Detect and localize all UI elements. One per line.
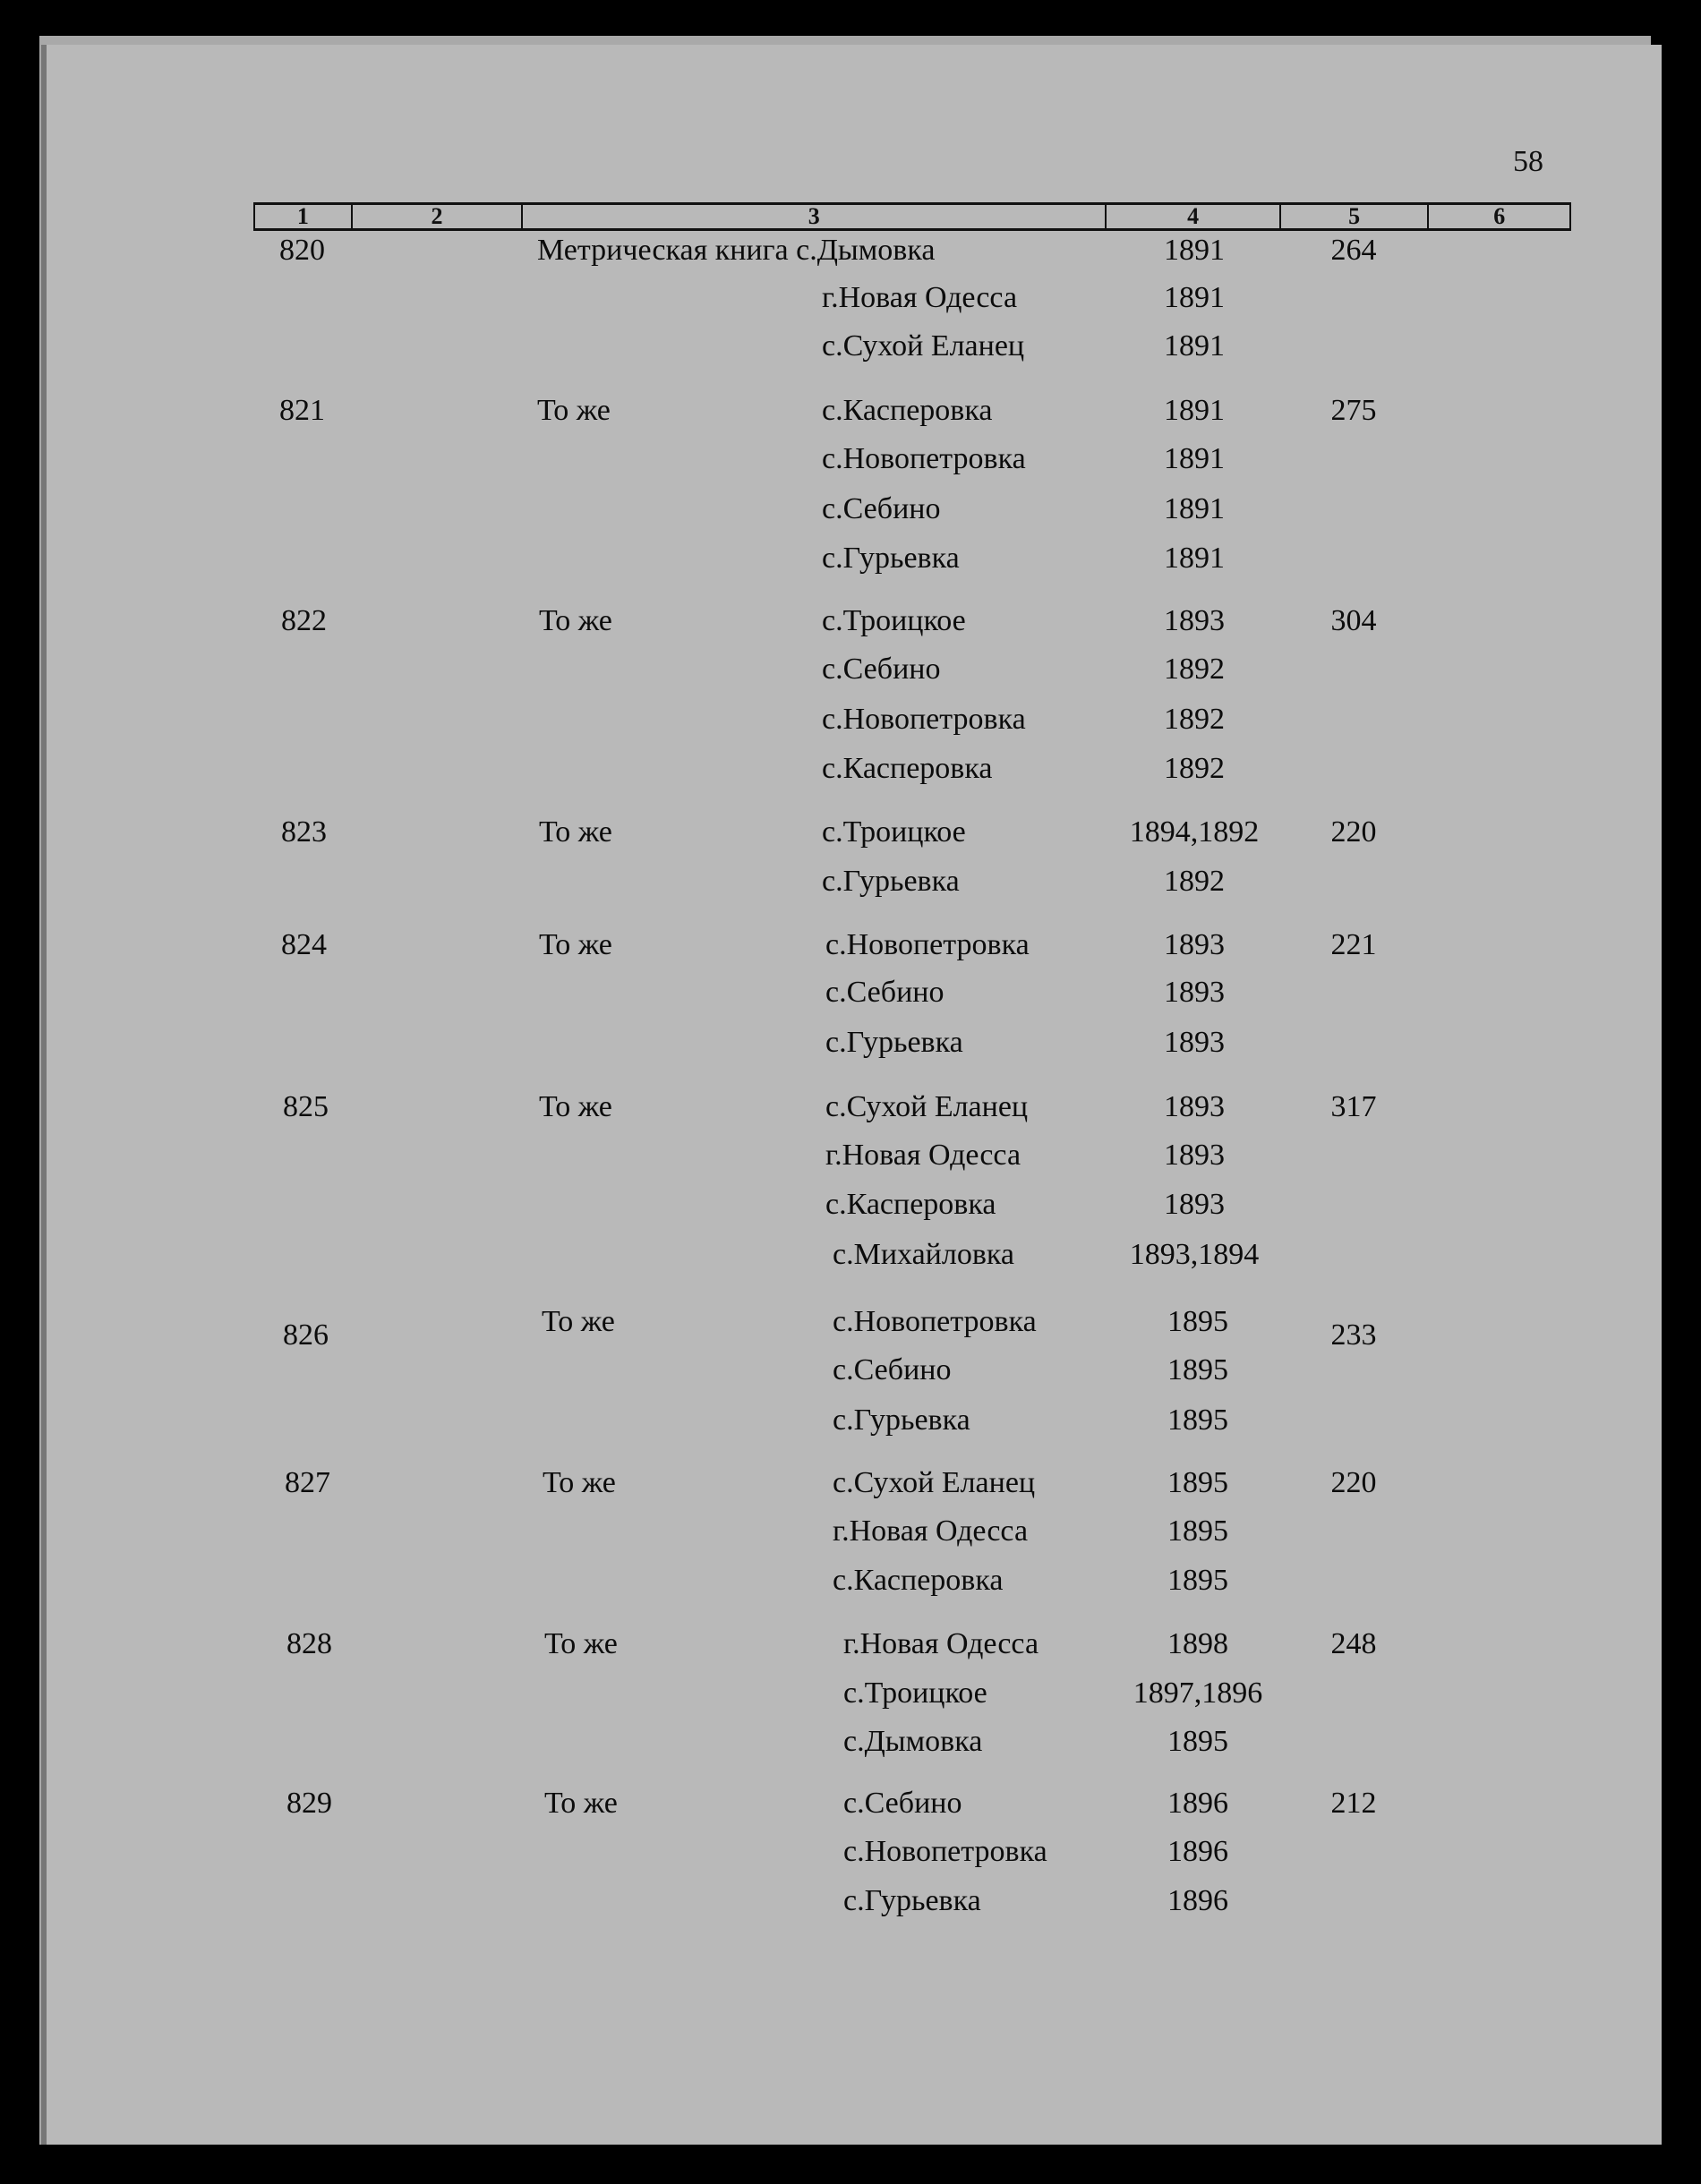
record-year: 1894,1892 [1129,815,1260,849]
record-year: 1891 [1164,442,1225,475]
place-name: с.Сухой Еланец [822,329,1025,363]
record-year: 1892 [1164,703,1225,736]
record-description: То же [537,394,611,427]
place-name: с.Себино [822,492,941,525]
record-year: 1891 [1164,394,1225,427]
record-sheet-count: 304 [1330,604,1377,637]
header-col-1: 1 [255,205,353,228]
record-year: 1893 [1164,1090,1225,1123]
place-name: с.Сухой Еланец [833,1466,1036,1499]
table-header [253,202,1571,231]
record-description: То же [539,1090,612,1123]
place-name: с.Троицкое [822,815,966,849]
record-year: 1896 [1167,1884,1228,1917]
record-sheet-count: 264 [1330,234,1377,267]
record-year: 1893 [1164,604,1225,637]
record-year: 1892 [1164,653,1225,686]
record-year: 1896 [1167,1787,1228,1820]
record-description: Метрическая книга с.Дымовка [537,234,936,267]
record-year: 1893 [1164,1139,1225,1172]
record-year: 1897,1896 [1133,1676,1263,1710]
record-year: 1891 [1164,281,1225,314]
record-year: 1891 [1164,542,1225,575]
record-description: То же [543,1466,616,1499]
record-number: 828 [286,1627,332,1660]
record-number: 826 [283,1318,329,1352]
record-description: То же [544,1627,618,1660]
record-year: 1893 [1164,928,1225,961]
record-number: 825 [283,1090,329,1123]
record-number: 829 [286,1787,332,1820]
place-name: г.Новая Одесса [843,1627,1039,1660]
record-number: 823 [281,815,327,849]
record-year: 1895 [1167,1353,1228,1386]
place-name: с.Новопетровка [822,703,1026,736]
record-year: 1895 [1167,1564,1228,1597]
header-col-4: 4 [1107,205,1280,228]
place-name: с.Гурьевка [843,1884,981,1917]
place-name: с.Гурьевка [833,1403,970,1437]
record-description: То же [539,815,612,849]
place-name: с.Новопетровка [833,1305,1037,1338]
record-number: 821 [279,394,325,427]
record-year: 1895 [1167,1725,1228,1758]
record-year: 1893 [1164,1188,1225,1221]
record-description: То же [539,928,612,961]
place-name: с.Касперовка [822,394,993,427]
place-name: с.Сухой Еланец [825,1090,1029,1123]
record-description: То же [542,1305,615,1338]
record-number: 827 [285,1466,330,1499]
record-description: То же [544,1787,618,1820]
place-name: с.Троицкое [822,604,966,637]
place-name: с.Новопетровка [825,928,1030,961]
header-col-5: 5 [1281,205,1430,228]
place-name: с.Дымовка [843,1725,983,1758]
record-number: 822 [281,604,327,637]
header-col-2: 2 [353,205,523,228]
place-name: с.Касперовка [833,1564,1004,1597]
record-sheet-count: 220 [1330,1466,1377,1499]
record-year: 1898 [1167,1627,1228,1660]
header-col-3: 3 [523,205,1107,228]
record-year: 1895 [1167,1514,1228,1548]
record-number: 820 [279,234,325,267]
record-sheet-count: 233 [1330,1318,1377,1352]
record-sheet-count: 317 [1330,1090,1377,1123]
page-number: 58 [1513,145,1543,178]
header-col-6: 6 [1493,203,1506,229]
place-name: с.Себино [833,1353,952,1386]
place-name: г.Новая Одесса [822,281,1018,314]
place-name: с.Новопетровка [822,442,1026,475]
place-name: с.Себино [822,653,941,686]
place-name: с.Гурьевка [825,1026,963,1059]
record-year: 1893 [1164,976,1225,1009]
record-sheet-count: 275 [1330,394,1377,427]
record-year: 1896 [1167,1835,1228,1868]
record-year: 1895 [1167,1305,1228,1338]
record-year: 1891 [1164,492,1225,525]
place-name: с.Михайловка [833,1238,1014,1271]
record-year: 1892 [1164,752,1225,785]
record-sheet-count: 220 [1330,815,1377,849]
place-name: с.Новопетровка [843,1835,1047,1868]
place-name: г.Новая Одесса [833,1514,1029,1548]
record-sheet-count: 248 [1330,1627,1377,1660]
record-year: 1893 [1164,1026,1225,1059]
place-name: с.Гурьевка [822,542,960,575]
record-year: 1891 [1164,234,1225,267]
place-name: с.Троицкое [843,1676,987,1710]
place-name: с.Гурьевка [822,865,960,898]
record-year: 1893,1894 [1129,1238,1260,1271]
record-description: То же [539,604,612,637]
record-year: 1895 [1167,1403,1228,1437]
record-year: 1891 [1164,329,1225,363]
record-sheet-count: 212 [1330,1787,1377,1820]
place-name: с.Касперовка [822,752,993,785]
record-number: 824 [281,928,327,961]
record-year: 1892 [1164,865,1225,898]
record-year: 1895 [1167,1466,1228,1499]
place-name: с.Касперовка [825,1188,996,1221]
record-sheet-count: 221 [1330,928,1377,961]
place-name: с.Себино [825,976,945,1009]
place-name: с.Себино [843,1787,962,1820]
place-name: г.Новая Одесса [825,1139,1021,1172]
